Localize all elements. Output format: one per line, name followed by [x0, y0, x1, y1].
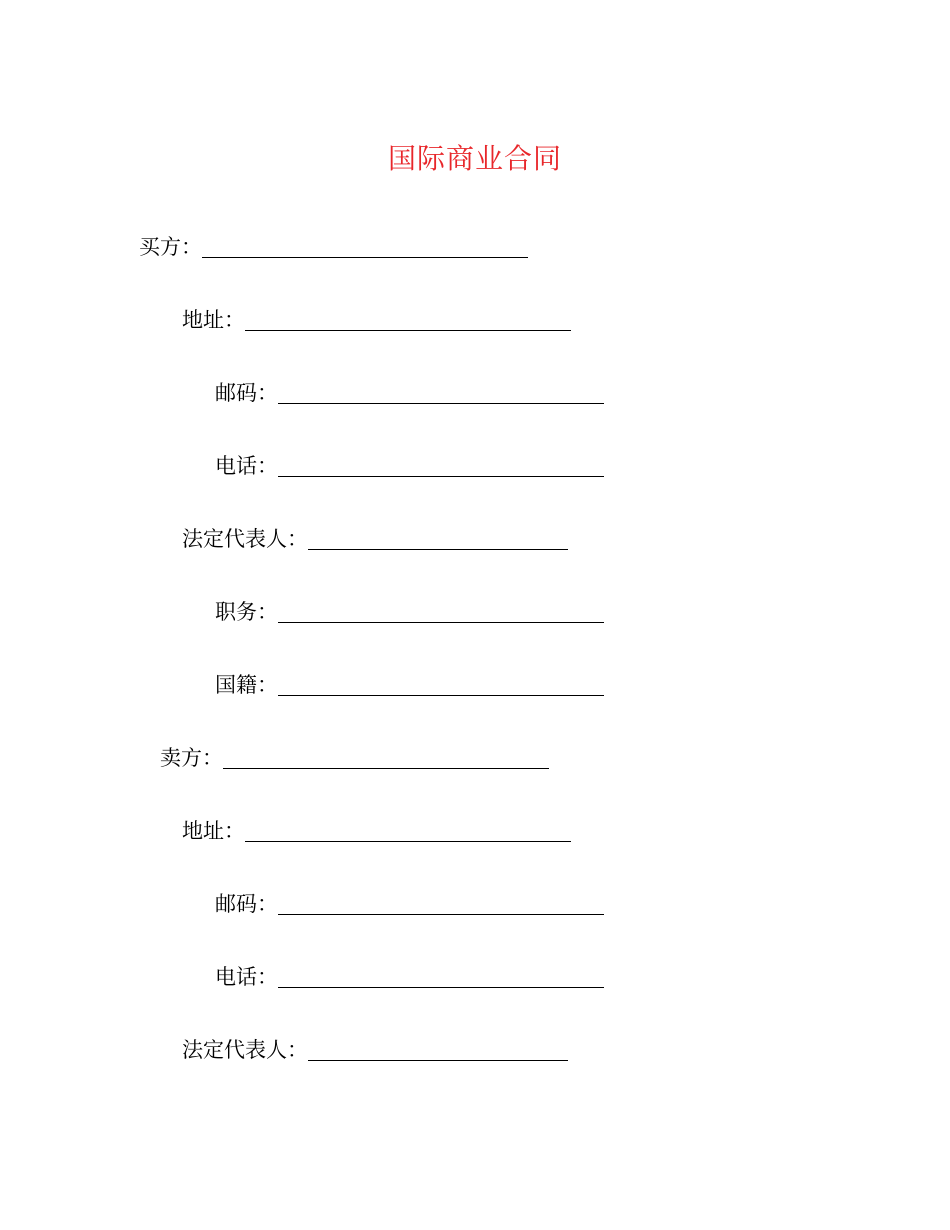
seller-address-blank[interactable]	[245, 823, 571, 842]
seller-postcode-row	[215, 889, 604, 917]
buyer-party-blank[interactable]	[202, 239, 528, 258]
seller-party-row	[160, 743, 549, 771]
buyer-position-blank[interactable]	[278, 604, 604, 623]
buyer-position-label: 职务：	[215, 600, 278, 624]
seller-phone-blank[interactable]	[278, 969, 604, 988]
buyer-nationality-label: 国籍：	[215, 673, 278, 697]
seller-party-blank[interactable]	[223, 750, 549, 769]
seller-phone-row	[215, 962, 604, 990]
buyer-postcode-label: 邮码：	[215, 381, 278, 405]
buyer-legal-rep-row	[182, 524, 568, 552]
seller-party-label: 卖方：	[160, 746, 223, 770]
buyer-phone-label: 电话：	[215, 454, 278, 478]
seller-address-label: 地址：	[182, 819, 245, 843]
buyer-postcode-row	[215, 378, 604, 406]
buyer-party-label: 买方：	[139, 235, 202, 259]
buyer-address-row	[182, 305, 571, 333]
seller-postcode-label: 邮码：	[215, 892, 278, 916]
buyer-party-row	[139, 232, 528, 260]
buyer-position-row	[215, 597, 604, 625]
seller-legal-rep-label: 法定代表人：	[182, 1038, 308, 1062]
page-title: 国际商业合同	[387, 142, 562, 175]
buyer-nationality-blank[interactable]	[278, 677, 604, 696]
seller-legal-rep-blank[interactable]	[308, 1042, 568, 1061]
seller-legal-rep-row	[182, 1035, 568, 1063]
buyer-address-label: 地址：	[182, 308, 245, 332]
seller-postcode-blank[interactable]	[278, 896, 604, 915]
buyer-phone-row	[215, 451, 604, 479]
seller-address-row	[182, 816, 571, 844]
buyer-phone-blank[interactable]	[278, 458, 604, 477]
seller-phone-label: 电话：	[215, 965, 278, 989]
buyer-postcode-blank[interactable]	[278, 385, 604, 404]
buyer-legal-rep-label: 法定代表人：	[182, 527, 308, 551]
buyer-legal-rep-blank[interactable]	[308, 531, 568, 550]
buyer-address-blank[interactable]	[245, 312, 571, 331]
buyer-nationality-row	[215, 670, 604, 698]
